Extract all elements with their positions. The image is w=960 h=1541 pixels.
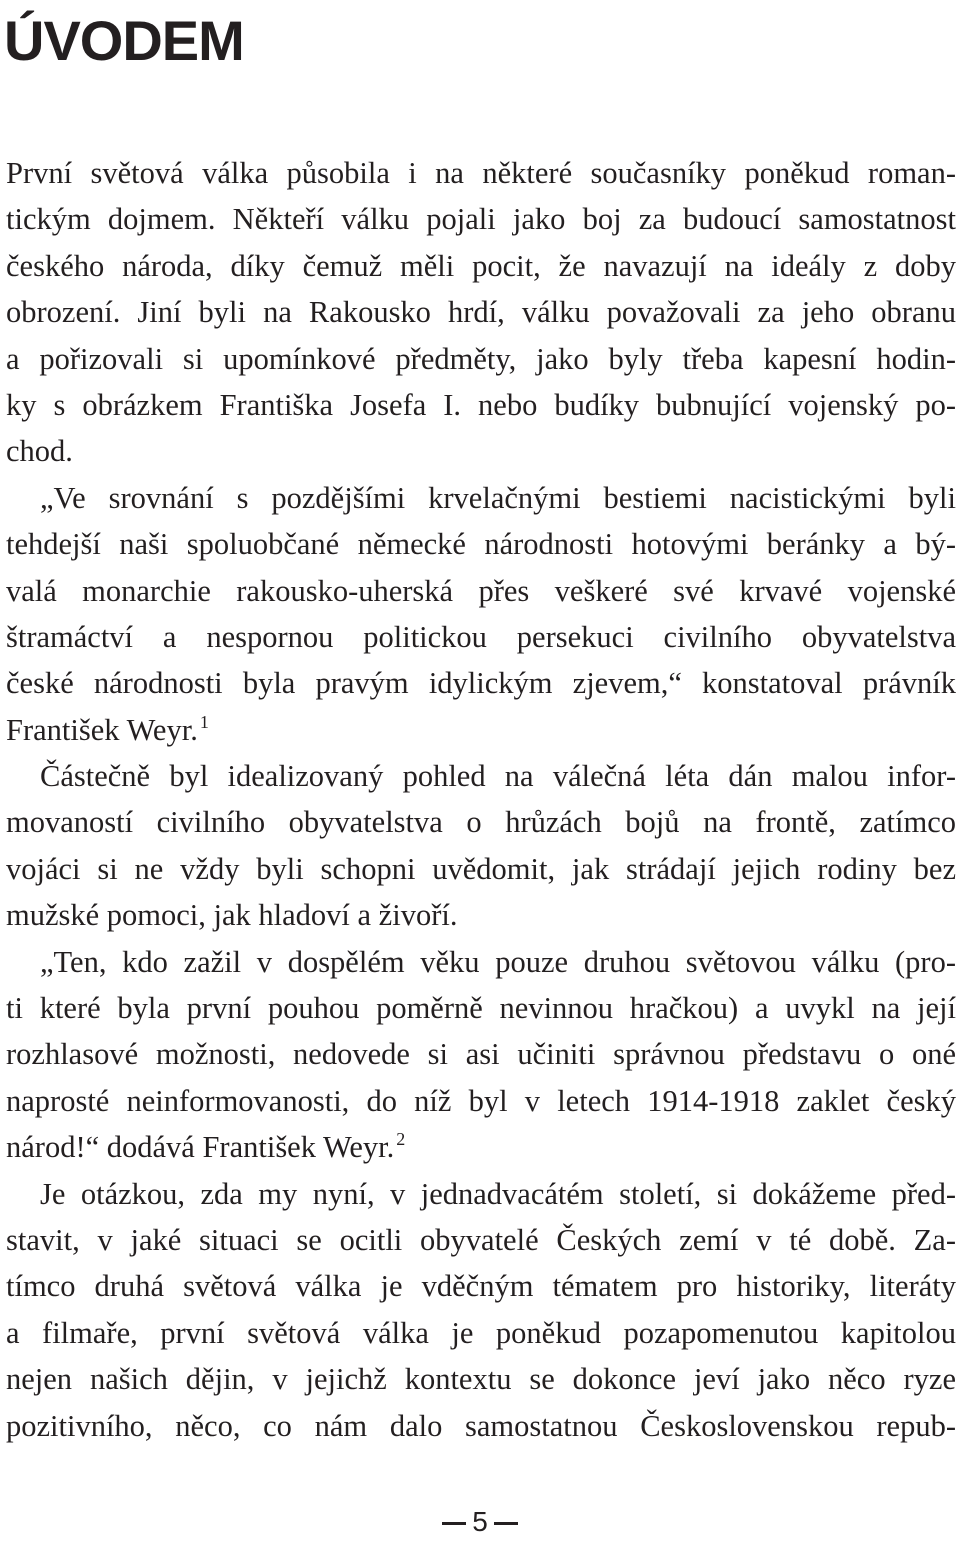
text-line: movaností civilního obyvatelstva o hrůzách bojů na frontě, zatímco: [6, 805, 956, 840]
text-line: chod.: [6, 434, 73, 469]
text-line: a pořizovali si upomínkové předměty, jako byly třeba kapesní hodin-: [6, 341, 956, 376]
chapter-body: [6, 150, 956, 1449]
folio-dash-right: [494, 1522, 518, 1525]
text-line-content: národ!“ dodává František Weyr.: [6, 1130, 395, 1165]
text-line: ti které byla první pouhou poměrně nevinnou hračkou) a uvykl na její: [6, 991, 956, 1026]
text-line: stavit, v jaké situaci se ocitli obyvatelé Českých zemí v té době. Za-: [6, 1222, 956, 1257]
text-line: a filmaře, první světová válka je poněkud pozapomenutou kapitolou: [6, 1315, 956, 1350]
page-number: [0, 1505, 960, 1539]
text-line-with-footnote: [6, 707, 956, 753]
text-line: naprosté neinformovanosti, do níž byl v letech 1914-1918 zaklet český: [6, 1083, 956, 1118]
text-line: tickým dojmem. Někteří válku pojali jako boj za budoucí samostatnost: [6, 202, 956, 237]
text-line: rozhlasové možnosti, nedovede si asi učiniti správnou představu o oné: [6, 1037, 956, 1072]
text-line-with-footnote: [6, 1124, 956, 1170]
footnote-reference: 1: [199, 711, 209, 732]
text-line: obrození. Jiní byli na Rakousko hrdí, válku považovali za jeho obranu: [6, 295, 956, 330]
text-line: První světová válka působila i na některé současníky poněkud roman-: [6, 156, 956, 190]
text-line: Částečně byl idealizovaný pohled na válečná léta dán malou infor-: [40, 759, 956, 794]
text-line: vojáci si ne vždy byli schopni uvědomit, jak strádají jejich rodiny bez: [6, 851, 956, 886]
text-line: českého národa, díky čemuž měli pocit, že navazují na ideály z doby: [6, 248, 956, 283]
text-line: tehdejší naši spoluobčané německé národnosti hotovými beránky a bý-: [6, 527, 956, 562]
text-line: štramáctví a nespornou politickou persekuci civilního obyvatelstva: [6, 619, 956, 654]
text-line-content: František Weyr.: [6, 712, 198, 747]
page-number-value: 5: [472, 1506, 488, 1537]
text-line: „Ve srovnání s pozdějšími krvelačnými bestiemi nacistickými byli: [40, 480, 956, 515]
text-line: ky s obrázkem Františka Josefa I. nebo budíky bubnující vojenský po-: [6, 387, 956, 422]
footnote-reference: 2: [396, 1129, 406, 1150]
text-line: české národnosti byla pravým idylickým zjevem,“ konstatoval právník: [6, 666, 956, 701]
text-line: „Ten, kdo zažil v dospělém věku pouze druhou světovou válku (pro-: [40, 944, 956, 979]
text-line: Je otázkou, zda my nyní, v jednadvacátém století, si dokážeme před-: [40, 1176, 956, 1211]
text-line: valá monarchie rakousko-uherská přes veškeré své krvavé vojenské: [6, 573, 956, 608]
text-line: nejen našich dějin, v jejichž kontextu se dokonce jeví jako něco ryze: [6, 1362, 956, 1397]
text-line: mužské pomoci, jak hladoví a živoří.: [6, 898, 458, 933]
chapter-heading: ÚVODEM: [4, 9, 244, 72]
folio-dash-left: [442, 1522, 466, 1525]
text-line: pozitivního, něco, co nám dalo samostatnou Československou repub-: [6, 1408, 956, 1443]
text-line: tímco druhá světová válka je vděčným tématem pro historiky, literáty: [6, 1269, 956, 1304]
